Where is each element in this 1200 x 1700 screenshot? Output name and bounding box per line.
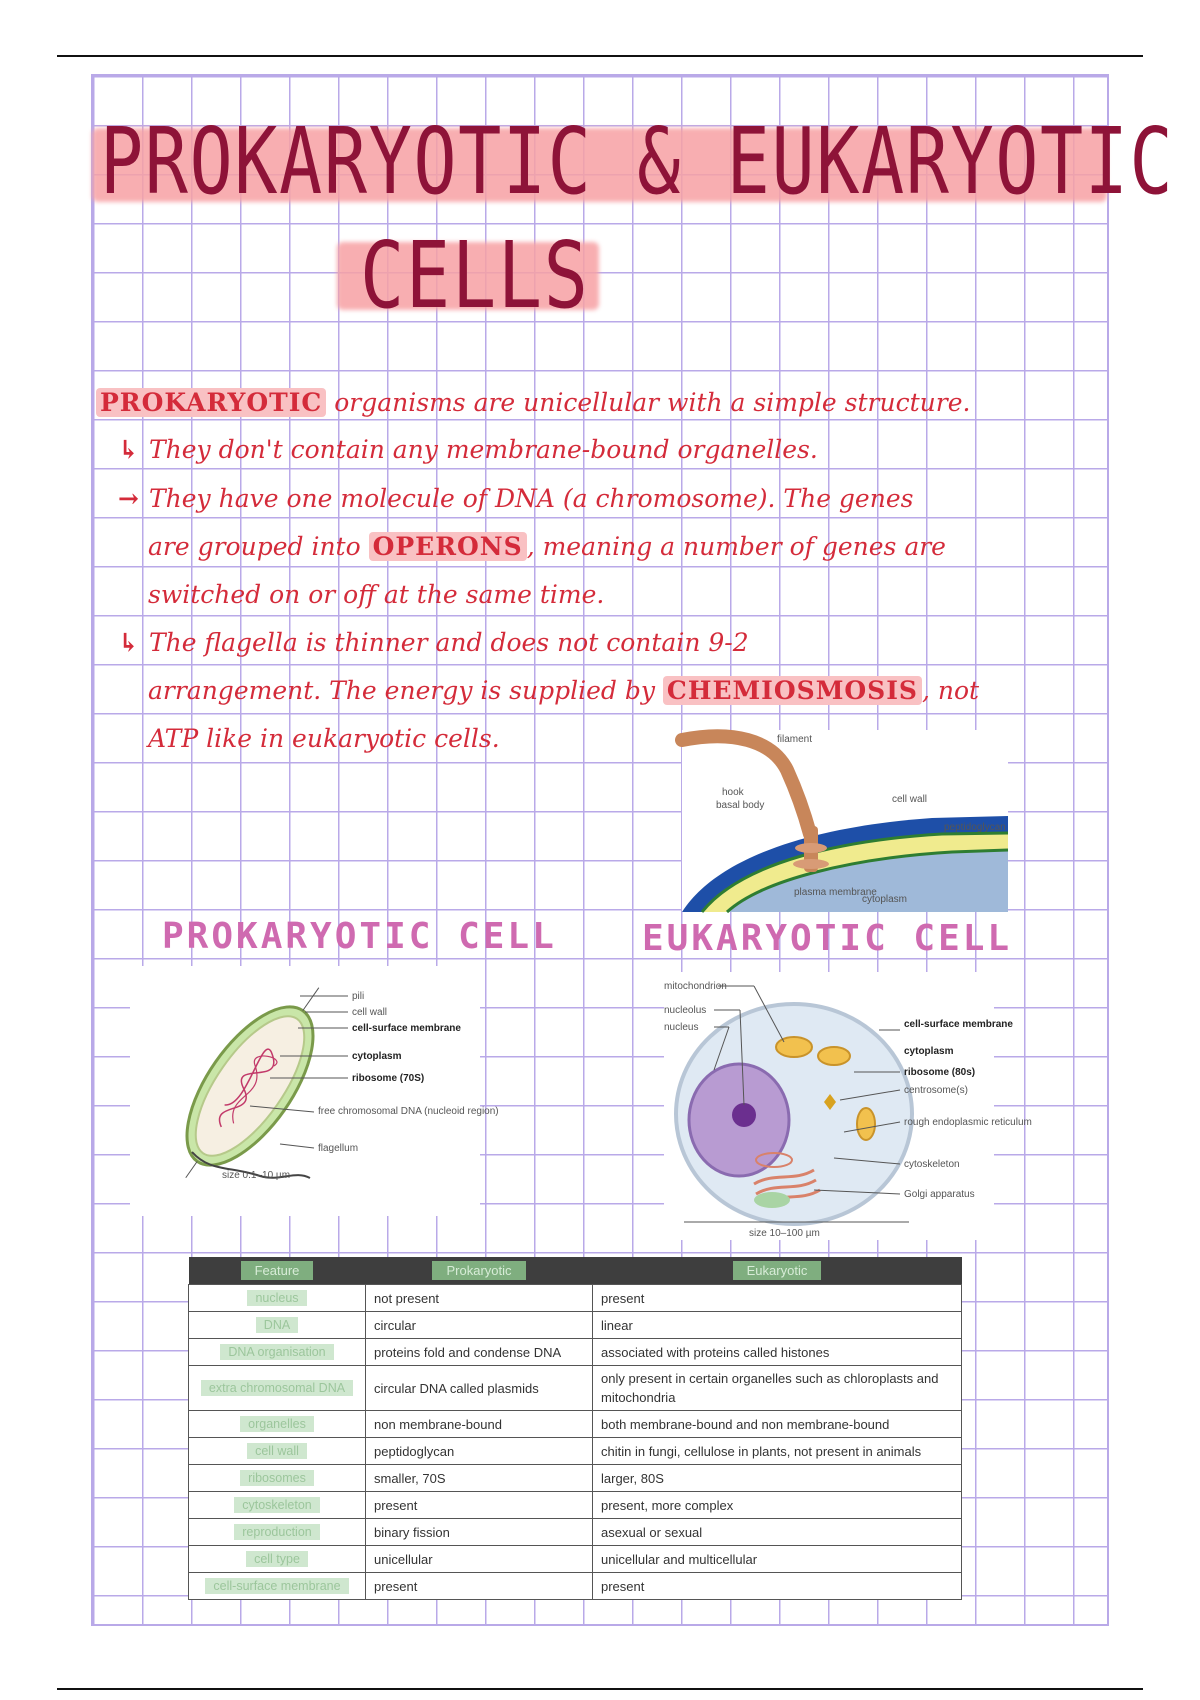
label-rough-er: rough endoplasmic reticulum [904,1117,1032,1128]
prokaryotic-cell-text: present [374,1497,418,1513]
table-row [189,1366,962,1411]
prokaryotic-cell [366,1339,593,1366]
label-mitochondrion: mitochondrion [664,981,727,992]
label-plasma-membrane: plasma membrane [794,887,877,898]
prokaryotic-cell-text: unicellular [374,1551,433,1567]
table-body [189,1285,962,1600]
table-row [189,1411,962,1438]
prokaryotic-cell-diagram [130,966,499,1216]
eukaryotic-cell [593,1339,962,1366]
eukaryotic-cell-text: associated with proteins called histones [601,1344,830,1360]
label-centrosome: centrosome(s) [904,1085,968,1096]
label-flagellum: flagellum [318,1143,359,1154]
label-cytoplasm: cytoplasm [904,1046,954,1057]
label-ribosome: ribosome (70S) [352,1073,425,1084]
eukaryotic-cell-text: larger, 80S [601,1470,664,1486]
eukaryotic-cell [593,1546,962,1573]
prokaryotic-cell-heading: PROKARYOTIC CELL [162,916,557,957]
feature-cell-text: ribosomes [240,1470,314,1486]
note-text: The flagella is thinner and does not contain 9-2 [148,628,749,657]
note-line-7 [148,676,979,705]
eukaryotic-cell [593,1366,962,1411]
feature-cell-text: DNA [256,1317,298,1333]
eukaryotic-cell [593,1438,962,1465]
prokaryotic-cell [366,1312,593,1339]
label-peptidoglycan: peptidoglycan [944,822,1006,833]
eukaryotic-cell [593,1519,962,1546]
header-eukaryotic [593,1257,962,1285]
note-line-5 [148,580,604,609]
feature-cell-text: cell type [246,1551,308,1567]
header-feature-label: Feature [241,1261,314,1280]
eukaryotic-cell-text: linear [601,1317,633,1333]
eukaryotic-size-label: size 10–100 µm [749,1228,820,1239]
label-hook: hook [722,787,744,798]
feature-cell [189,1492,366,1519]
top-rule [57,55,1143,57]
note-line-6 [118,628,749,657]
feature-cell [189,1465,366,1492]
eukaryotic-cell [593,1285,962,1312]
header-eukaryotic-label: Eukaryotic [733,1261,822,1280]
bottom-rule [57,1688,1143,1690]
prokaryotic-size-label: size 0.1–10 µm [222,1170,291,1181]
note-text: organisms are unicellular with a simple structure. [334,388,971,417]
feature-cell-text: cell-surface membrane [205,1578,348,1594]
prokaryotic-cell-text: proteins fold and condense DNA [374,1344,562,1360]
note-line-1 [96,388,970,417]
prokaryotic-cell-text: binary fission [374,1524,450,1540]
table-row [189,1465,962,1492]
label-cell-surface-membrane: cell-surface membrane [352,1023,461,1034]
table-row [189,1546,962,1573]
table-row [189,1438,962,1465]
label-nucleolus: nucleolus [664,1005,707,1016]
eukaryotic-cell-text: only present in certain organelles such as chloroplasts and mitochondria [601,1371,939,1405]
label-basal-body: basal body [716,800,765,811]
eukaryotic-cell-text: present [601,1290,645,1306]
note-text: arrangement. The energy is supplied by [148,676,655,705]
feature-cell [189,1366,366,1411]
sub-arrow-icon: ↳ [118,628,139,657]
table-row [189,1339,962,1366]
prokaryotic-cell-text: circular [374,1317,416,1333]
header-feature [189,1257,366,1285]
note-line-8 [148,724,500,753]
feature-cell-text: cytoskeleton [234,1497,319,1513]
prokaryotic-cell [366,1366,593,1411]
label-cytoplasm: cytoplasm [352,1051,402,1062]
table-row [189,1573,962,1600]
note-text: switched on or off at the same time. [148,580,605,609]
prokaryotic-cell-figure [130,966,499,1216]
header-prokaryotic [366,1257,593,1285]
feature-cell [189,1438,366,1465]
feature-cell [189,1573,366,1600]
prokaryotic-cell [366,1492,593,1519]
prokaryotic-cell-text: peptidoglycan [374,1443,455,1459]
keyword-operons: OPERONS [369,532,527,561]
note-text: ATP like in eukaryotic cells. [148,724,500,753]
label-free-chromosomal-dna: free chromosomal DNA (nucleoid region) [318,1106,499,1117]
flagellum-figure [682,730,1008,912]
eukaryotic-cell [593,1312,962,1339]
feature-cell [189,1312,366,1339]
prokaryotic-cell [366,1519,593,1546]
header-prokaryotic-label: Prokaryotic [432,1261,525,1280]
feature-cell [189,1285,366,1312]
feature-cell [189,1339,366,1366]
eukaryotic-cell-text: unicellular and multicellular [601,1551,758,1567]
keyword-chemiosmosis: CHEMIOSMOSIS [663,676,922,705]
eukaryotic-cell-text: chitin in fungi, cellulose in plants, not present in animals [601,1443,922,1459]
prokaryotic-cell [366,1546,593,1573]
eukaryotic-cell-text: asexual or sexual [601,1524,703,1540]
label-cell-wall: cell wall [352,1007,388,1018]
prokaryotic-cell-text: not present [374,1290,440,1306]
label-cell-wall: cell wall [892,794,928,805]
eukaryotic-cell-text: present, more complex [601,1497,734,1513]
table-header-row [189,1257,962,1285]
feature-cell-text: organelles [240,1416,314,1432]
page-title-line-1: PROKARYOTIC & EUKARYOTIC [100,108,1175,215]
page-title-line-2: CELLS [360,222,590,329]
eukaryotic-cell [593,1492,962,1519]
label-golgi-apparatus: Golgi apparatus [904,1189,975,1200]
eukaryotic-cell-diagram [664,972,1032,1240]
table-row [189,1519,962,1546]
eukaryotic-cell [593,1465,962,1492]
eukaryotic-cell-heading: EUKARYOTIC CELL [642,918,1013,959]
note-text: , meaning a number of genes are [526,532,946,561]
note-line-4 [148,532,946,561]
prokaryotic-cell-text: circular DNA called plasmids [374,1380,539,1396]
eukaryotic-cell [593,1411,962,1438]
feature-cell-text: extra chromosomal DNA [201,1380,353,1396]
table-row [189,1285,962,1312]
table-row [189,1312,962,1339]
sub-arrow-icon: ↳ [118,435,139,464]
note-text: They don't contain any membrane-bound organelles. [148,435,818,464]
label-cytoplasm: cytoplasm [862,894,908,905]
label-nucleus: nucleus [664,1022,699,1033]
prokaryotic-cell-text: smaller, 70S [374,1470,446,1486]
prokaryotic-cell-text: non membrane-bound [374,1416,502,1432]
label-cytoskeleton: cytoskeleton [904,1159,960,1170]
prokaryotic-cell-text: present [374,1578,418,1594]
note-line-3 [118,484,913,513]
eukaryotic-cell [593,1573,962,1600]
comparison-table [188,1257,962,1600]
feature-cell-text: reproduction [234,1524,320,1540]
eukaryotic-cell-figure [664,972,1032,1240]
prokaryotic-cell [366,1411,593,1438]
flagellum-diagram [682,730,1008,912]
eukaryotic-cell-text: present [601,1578,645,1594]
feature-cell-text: nucleus [247,1290,306,1306]
keyword-prokaryotic: PROKARYOTIC [96,388,326,417]
table-row [189,1492,962,1519]
prokaryotic-cell [366,1438,593,1465]
prokaryotic-cell [366,1465,593,1492]
right-arrow-icon: → [118,484,139,513]
eukaryotic-cell-text: both membrane-bound and non membrane-bound [601,1416,890,1432]
note-text: , not [921,676,980,705]
label-filament: filament [777,734,813,745]
label-ribosome: ribosome (80s) [904,1067,976,1078]
note-text: are grouped into [148,532,361,561]
label-cell-surface-membrane: cell-surface membrane [904,1019,1013,1030]
prokaryotic-cell [366,1285,593,1312]
feature-cell [189,1411,366,1438]
feature-cell-text: DNA organisation [220,1344,333,1360]
label-pili: pili [352,991,365,1002]
feature-cell-text: cell wall [247,1443,307,1459]
feature-cell [189,1546,366,1573]
note-line-2 [118,435,818,464]
prokaryotic-cell [366,1573,593,1600]
feature-cell [189,1519,366,1546]
note-text: They have one molecule of DNA (a chromosome). The genes [148,484,914,513]
